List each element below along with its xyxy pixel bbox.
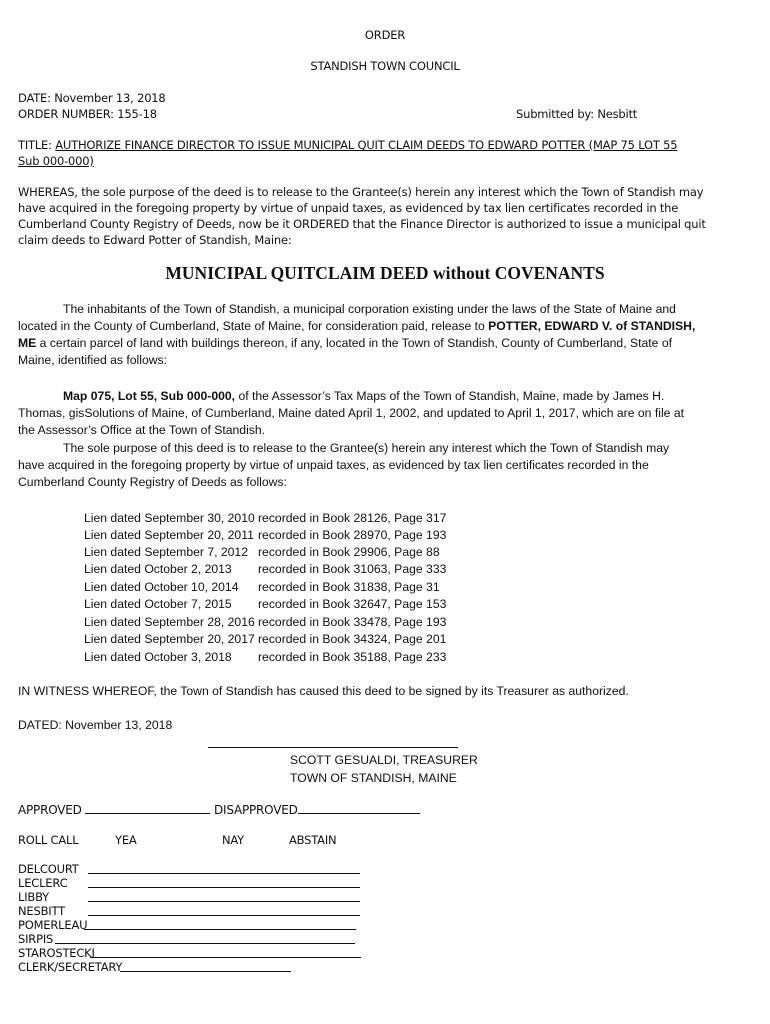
deed-paragraph-line bbox=[18, 336, 672, 350]
roll-call-label: ROLL CALL bbox=[18, 833, 79, 847]
grantee-state: ME bbox=[18, 336, 37, 350]
title-line-2: Sub 000-000) bbox=[18, 154, 94, 168]
lien-item bbox=[84, 562, 446, 576]
approved-line[interactable] bbox=[85, 802, 210, 814]
vote-line[interactable] bbox=[55, 931, 355, 944]
deed-paragraph-line: the Assessor’s Office at the Town of Standish. bbox=[18, 423, 266, 437]
deed-paragraph-line: The inhabitants of the Town of Standish, a municipal corporation existing under the laws of the State of Maine and bbox=[63, 302, 676, 316]
whereas-line: have acquired in the foregoing property by virtue of unpaid taxes, as evidenced by tax lien certificates recorded in the bbox=[18, 201, 679, 215]
lien-item bbox=[84, 511, 446, 525]
lien-record: recorded in Book 31838, Page 31 bbox=[258, 580, 440, 594]
vote-line[interactable] bbox=[88, 889, 360, 902]
lien-item bbox=[84, 545, 440, 559]
signature-line[interactable] bbox=[208, 735, 458, 748]
deed-paragraph-line: Maine, identified as follows: bbox=[18, 353, 168, 367]
signature-line[interactable] bbox=[120, 959, 291, 972]
deed-paragraph-line bbox=[18, 319, 695, 333]
whereas-line: claim deeds to Edward Potter of Standish, Maine: bbox=[18, 233, 292, 247]
title-label: TITLE: bbox=[18, 138, 52, 152]
lien-record: recorded in Book 32647, Page 153 bbox=[258, 597, 447, 611]
roll-call-member bbox=[18, 890, 49, 904]
lien-item bbox=[84, 632, 446, 646]
vote-line[interactable] bbox=[88, 903, 360, 916]
member-name: NESBITT bbox=[18, 904, 65, 918]
deed-text: located in the County of Cumberland, State of Maine, for consideration paid, release to bbox=[18, 319, 489, 333]
vote-line[interactable] bbox=[84, 917, 356, 930]
submitted-by: Submitted by: Nesbitt bbox=[516, 107, 638, 121]
lien-item bbox=[84, 528, 446, 542]
lien-date: Lien dated October 3, 2018 bbox=[84, 650, 232, 664]
member-name: DELCOURT bbox=[18, 862, 79, 876]
lien-date: Lien dated October 2, 2013 bbox=[84, 562, 232, 576]
signer-town: TOWN OF STANDISH, MAINE bbox=[290, 771, 457, 785]
order-heading: ORDER bbox=[364, 28, 406, 42]
disapproved-label: DISAPPROVED bbox=[213, 803, 298, 817]
lien-date: Lien dated September 28, 2016 bbox=[84, 615, 255, 629]
member-name: SIRPIS bbox=[18, 932, 54, 946]
lien-item bbox=[84, 580, 440, 594]
title-line-1 bbox=[18, 138, 677, 152]
deed-paragraph-line bbox=[63, 389, 664, 403]
member-name: POMERLEAU bbox=[18, 918, 88, 932]
member-name: STAROSTECKI bbox=[18, 946, 95, 960]
lien-record: recorded in Book 28126, Page 317 bbox=[258, 511, 447, 525]
roll-call-member bbox=[18, 918, 87, 932]
whereas-line: WHEREAS, the sole purpose of the deed is to release to the Grantee(s) herein any interest which the Town of Standish may bbox=[18, 185, 704, 199]
lien-date: Lien dated October 7, 2015 bbox=[84, 597, 232, 611]
roll-call-member bbox=[18, 960, 122, 974]
member-name: CLERK/SECRETARY bbox=[18, 960, 123, 974]
roll-call-member bbox=[18, 904, 65, 918]
lien-date: Lien dated September 7, 2012 bbox=[84, 545, 248, 559]
lien-record: recorded in Book 33478, Page 193 bbox=[258, 615, 447, 629]
council-heading: STANDISH TOWN COUNCIL bbox=[310, 59, 460, 73]
order-number: ORDER NUMBER: 155-18 bbox=[18, 107, 157, 121]
nay-column: NAY bbox=[222, 833, 245, 847]
lien-record: recorded in Book 34324, Page 201 bbox=[258, 632, 447, 646]
roll-call-member bbox=[18, 876, 67, 890]
whereas-line: Cumberland County Registry of Deeds, now be it ORDERED that the Finance Director is authorized to issue a municipal quit bbox=[18, 217, 706, 231]
lien-record: recorded in Book 31063, Page 333 bbox=[258, 562, 447, 576]
deed-dated: DATED: November 13, 2018 bbox=[18, 718, 173, 732]
lien-date: Lien dated September 20, 2011 bbox=[84, 528, 254, 542]
deed-text: of the Assessor’s Tax Maps of the Town of Standish, Maine, made by James H. bbox=[235, 389, 665, 403]
roll-call-member bbox=[18, 946, 95, 960]
lien-item bbox=[84, 650, 446, 664]
lien-record: recorded in Book 35188, Page 233 bbox=[258, 650, 447, 664]
order-date: DATE: November 13, 2018 bbox=[18, 91, 166, 105]
deed-paragraph-line: Cumberland County Registry of Deeds as follows: bbox=[18, 475, 287, 489]
vote-line[interactable] bbox=[88, 861, 360, 874]
lien-date: Lien dated October 10, 2014 bbox=[84, 580, 239, 594]
lien-record: recorded in Book 29906, Page 88 bbox=[258, 545, 440, 559]
deed-paragraph-line: The sole purpose of this deed is to release to the Grantee(s) herein any interest which the Town of Standish may bbox=[63, 441, 670, 455]
title-text: AUTHORIZE FINANCE DIRECTOR TO ISSUE MUNICIPAL QUIT CLAIM DEEDS TO EDWARD POTTER (MAP 75 LOT 55 bbox=[55, 138, 678, 152]
lien-record: recorded in Book 28970, Page 193 bbox=[258, 528, 447, 542]
witness-statement: IN WITNESS WHEREOF, the Town of Standish has caused this deed to be signed by its Treasurer as authorized. bbox=[18, 684, 629, 698]
lien-date: Lien dated September 30, 2010 bbox=[84, 511, 255, 525]
member-name: LIBBY bbox=[18, 890, 49, 904]
vote-line[interactable] bbox=[88, 875, 360, 888]
roll-call-member bbox=[18, 862, 79, 876]
abstain-column: ABSTAIN bbox=[289, 833, 337, 847]
lien-item bbox=[84, 597, 446, 611]
member-name: LECLERC bbox=[18, 876, 68, 890]
approved-label: APPROVED bbox=[18, 803, 82, 817]
lien-item bbox=[84, 615, 446, 629]
parcel-identifier: Map 075, Lot 55, Sub 000-000, bbox=[63, 389, 236, 403]
signer-name: SCOTT GESUALDI, TREASURER bbox=[290, 753, 478, 767]
lien-date: Lien dated September 20, 2017 bbox=[84, 632, 255, 646]
approval-row bbox=[18, 802, 420, 817]
roll-call-member bbox=[18, 932, 53, 946]
vote-line[interactable] bbox=[90, 945, 361, 958]
deed-heading: MUNICIPAL QUITCLAIM DEED without COVENANTS bbox=[165, 263, 605, 283]
deed-paragraph-line: have acquired in the foregoing property by virtue of unpaid taxes, as evidenced by tax lien certificates recorded in the bbox=[18, 458, 649, 472]
grantee-name: POTTER, EDWARD V. of STANDISH, bbox=[488, 319, 696, 333]
yea-column: YEA bbox=[115, 833, 137, 847]
deed-text: a certain parcel of land with buildings thereon, if any, located in the Town of Standish, County of Cumberland, State of bbox=[36, 336, 672, 350]
deed-paragraph-line: Thomas, gisSolutions of Maine, of Cumberland, Maine dated April 1, 2002, and updated to April 1, 2017, which are on file at bbox=[18, 406, 684, 420]
disapproved-line[interactable] bbox=[298, 802, 420, 814]
